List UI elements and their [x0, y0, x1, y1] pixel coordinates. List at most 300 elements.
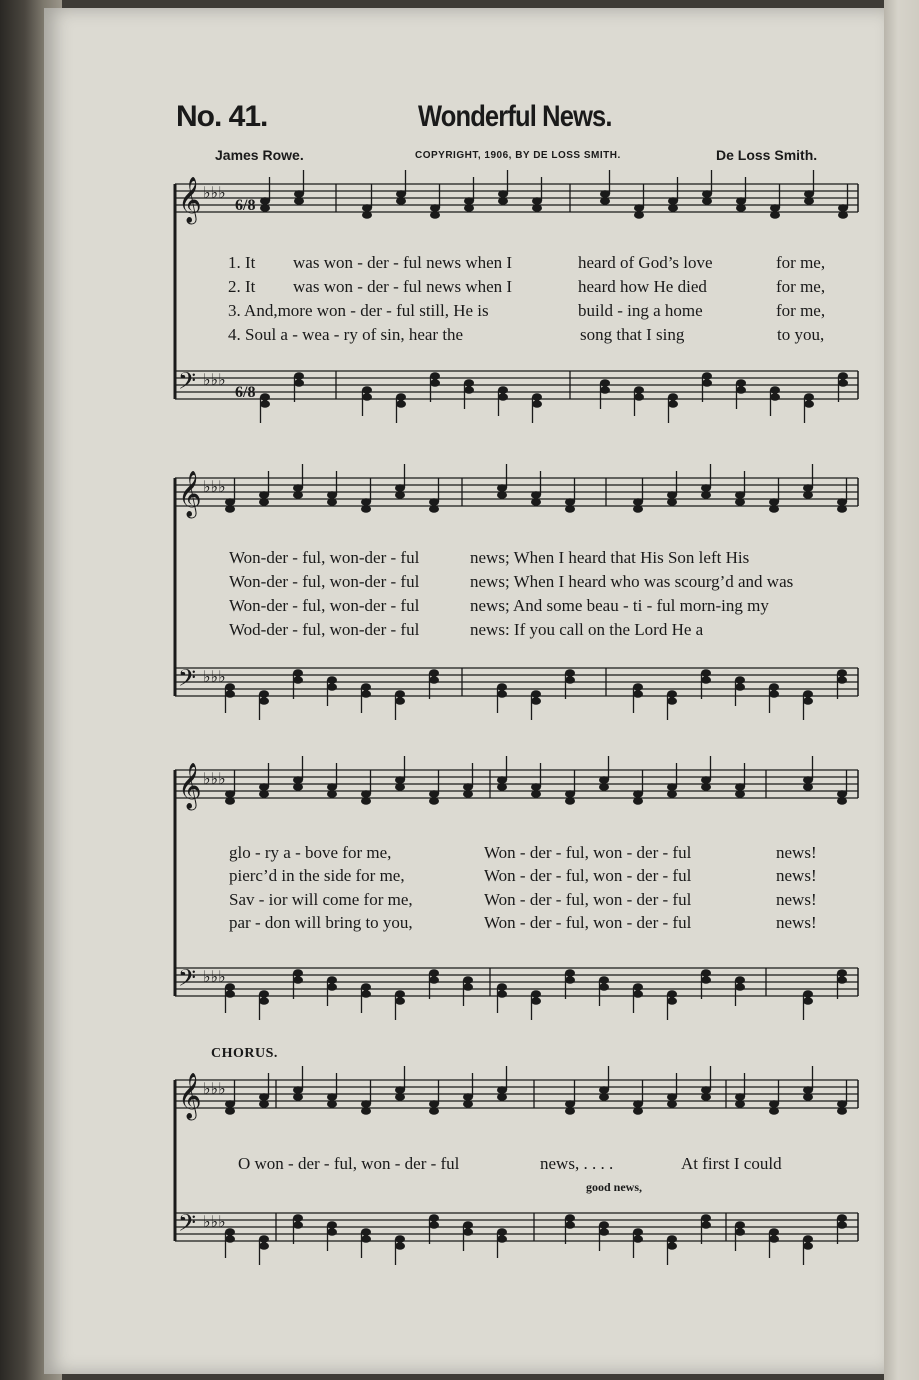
note-head [293, 1093, 303, 1101]
note-head [804, 400, 814, 408]
note-head [837, 505, 847, 513]
note-head [429, 1214, 439, 1222]
note-head [532, 204, 542, 212]
note-head [803, 484, 813, 492]
note-head [463, 983, 473, 991]
note-head [259, 997, 269, 1005]
treble-clef-icon: 𝄞 [178, 1073, 202, 1119]
note-head [701, 669, 711, 677]
note-head [667, 690, 677, 698]
note-head [361, 1228, 371, 1236]
time-signature: 6/8 [235, 197, 256, 214]
note-head [463, 790, 473, 798]
note-head [531, 697, 541, 705]
note-head [396, 393, 406, 401]
note-head [362, 386, 372, 394]
treble-clef-icon: 𝄞 [178, 471, 202, 517]
note-head [735, 1228, 745, 1236]
note-head [668, 400, 678, 408]
treble-clef-icon: 𝄞 [178, 763, 202, 809]
note-head [599, 1228, 609, 1236]
bass-clef-icon: 𝄢 [178, 367, 197, 400]
note-head [395, 1093, 405, 1101]
note-head [327, 683, 337, 691]
note-head [565, 505, 575, 513]
note-head [395, 783, 405, 791]
note-head [633, 505, 643, 513]
note-head [701, 783, 711, 791]
key-signature-icon: ♭♭♭ [203, 1079, 226, 1098]
note-head [327, 1093, 337, 1101]
note-head [769, 683, 779, 691]
key-signature-icon: ♭♭♭ [203, 667, 226, 686]
note-head [294, 379, 304, 387]
note-head [803, 697, 813, 705]
note-head [735, 1221, 745, 1229]
note-head [225, 683, 235, 691]
note-head [668, 204, 678, 212]
note-head [804, 197, 814, 205]
key-signature-icon: ♭♭♭ [203, 370, 226, 389]
note-head [362, 204, 372, 212]
note-head [769, 498, 779, 506]
note-head [736, 379, 746, 387]
note-head [327, 983, 337, 991]
note-head [259, 690, 269, 698]
note-head [633, 683, 643, 691]
note-head [259, 491, 269, 499]
note-head [497, 776, 507, 784]
note-head [361, 1107, 371, 1115]
note-head [803, 491, 813, 499]
note-head [327, 498, 337, 506]
note-head [565, 1107, 575, 1115]
note-head [259, 1093, 269, 1101]
note-head [395, 1242, 405, 1250]
note-head [259, 990, 269, 998]
note-head [225, 1100, 235, 1108]
hymn-number: No. 41. [176, 100, 268, 133]
note-head [395, 491, 405, 499]
note-head [464, 386, 474, 394]
key-signature-icon: ♭♭♭ [203, 967, 226, 986]
note-head [497, 1228, 507, 1236]
note-head [361, 683, 371, 691]
note-head [429, 498, 439, 506]
note-head [361, 983, 371, 991]
note-head [668, 393, 678, 401]
under-text: good news, [586, 1180, 643, 1194]
note-head [293, 1086, 303, 1094]
note-head [565, 790, 575, 798]
note-head [634, 393, 644, 401]
note-head [599, 783, 609, 791]
bass-clef-icon: 𝄢 [178, 664, 197, 697]
note-head [429, 676, 439, 684]
note-head [532, 400, 542, 408]
note-head [498, 197, 508, 205]
note-head [769, 1107, 779, 1115]
note-head [327, 676, 337, 684]
note-head [667, 1100, 677, 1108]
note-head [837, 1107, 847, 1115]
note-head [259, 790, 269, 798]
note-head [294, 190, 304, 198]
note-head [701, 1086, 711, 1094]
note-head [531, 690, 541, 698]
note-head [498, 190, 508, 198]
note-head [837, 969, 847, 977]
note-head [463, 1221, 473, 1229]
note-head [701, 1214, 711, 1222]
note-head [599, 1093, 609, 1101]
note-head [225, 498, 235, 506]
note-head [803, 997, 813, 1005]
note-head [225, 1235, 235, 1243]
note-head [395, 690, 405, 698]
note-head [362, 211, 372, 219]
note-head [667, 1093, 677, 1101]
note-head [259, 1235, 269, 1243]
note-head [429, 505, 439, 513]
note-head [395, 776, 405, 784]
note-head [395, 1086, 405, 1094]
note-head [803, 783, 813, 791]
note-head [463, 976, 473, 984]
note-head [804, 190, 814, 198]
note-head [361, 990, 371, 998]
note-head [327, 783, 337, 791]
note-head [225, 1228, 235, 1236]
note-head [803, 1235, 813, 1243]
note-head [498, 393, 508, 401]
note-head [327, 976, 337, 984]
note-head [599, 983, 609, 991]
note-head [600, 379, 610, 387]
note-head [735, 783, 745, 791]
note-head [837, 669, 847, 677]
note-head [361, 1100, 371, 1108]
note-head [294, 197, 304, 205]
note-head [225, 983, 235, 991]
note-head [531, 990, 541, 998]
note-head [293, 783, 303, 791]
key-signature-icon: ♭♭♭ [203, 183, 226, 202]
note-head [565, 1221, 575, 1229]
note-head [395, 1235, 405, 1243]
note-head [735, 1093, 745, 1101]
key-signature-icon: ♭♭♭ [203, 1212, 226, 1231]
lyricist: James Rowe. [215, 147, 304, 163]
note-head [293, 491, 303, 499]
note-head [361, 505, 371, 513]
note-head [803, 690, 813, 698]
note-head [293, 676, 303, 684]
note-head [497, 983, 507, 991]
note-head [361, 797, 371, 805]
note-head [395, 990, 405, 998]
note-head [497, 783, 507, 791]
note-head [837, 676, 847, 684]
note-head [293, 969, 303, 977]
note-head [667, 790, 677, 798]
note-head [327, 1221, 337, 1229]
note-head [497, 683, 507, 691]
note-head [429, 1221, 439, 1229]
note-head [633, 1235, 643, 1243]
note-head [736, 204, 746, 212]
note-head [565, 669, 575, 677]
note-head [600, 190, 610, 198]
note-head [837, 1214, 847, 1222]
note-head [429, 790, 439, 798]
note-head [701, 1093, 711, 1101]
note-head [633, 790, 643, 798]
note-head [225, 790, 235, 798]
note-head [225, 797, 235, 805]
note-head [259, 1100, 269, 1108]
note-head [293, 776, 303, 784]
composer: De Loss Smith. [716, 147, 818, 163]
note-head [464, 204, 474, 212]
note-head [396, 190, 406, 198]
note-head [735, 983, 745, 991]
note-head [293, 484, 303, 492]
note-head [701, 1221, 711, 1229]
note-head [327, 1100, 337, 1108]
note-head [259, 697, 269, 705]
note-head [633, 498, 643, 506]
note-head [633, 690, 643, 698]
note-head [293, 1214, 303, 1222]
note-head [735, 976, 745, 984]
note-head [532, 393, 542, 401]
note-head [429, 976, 439, 984]
note-head [633, 1100, 643, 1108]
note-head [838, 211, 848, 219]
note-head [667, 997, 677, 1005]
note-head [736, 197, 746, 205]
note-head [565, 676, 575, 684]
note-head [531, 491, 541, 499]
note-head [803, 1086, 813, 1094]
note-head [837, 797, 847, 805]
note-head [770, 393, 780, 401]
note-head [497, 484, 507, 492]
note-head [735, 790, 745, 798]
note-head [770, 386, 780, 394]
note-head [497, 1235, 507, 1243]
note-head [838, 372, 848, 380]
note-head [565, 969, 575, 977]
note-head [769, 1100, 779, 1108]
note-head [634, 204, 644, 212]
key-signature-icon: ♭♭♭ [203, 769, 226, 788]
note-head [702, 197, 712, 205]
note-head [260, 204, 270, 212]
note-head [702, 372, 712, 380]
note-head [769, 505, 779, 513]
note-head [497, 491, 507, 499]
note-head [633, 983, 643, 991]
note-head [327, 491, 337, 499]
hymn-title: Wonderful News. [418, 100, 612, 133]
note-head [667, 697, 677, 705]
note-head [361, 1235, 371, 1243]
note-head [429, 969, 439, 977]
note-head [838, 379, 848, 387]
note-head [396, 400, 406, 408]
note-head [837, 976, 847, 984]
note-head [327, 790, 337, 798]
note-head [735, 491, 745, 499]
note-head [769, 1235, 779, 1243]
note-head [497, 1086, 507, 1094]
note-head [260, 197, 270, 205]
note-head [701, 676, 711, 684]
note-head [532, 197, 542, 205]
note-head [225, 505, 235, 513]
note-head [531, 790, 541, 798]
note-head [429, 797, 439, 805]
note-head [395, 997, 405, 1005]
note-head [735, 1100, 745, 1108]
note-head [463, 783, 473, 791]
copyright-notice: COPYRIGHT, 1906, BY DE LOSS SMITH. [415, 150, 621, 161]
note-head [294, 372, 304, 380]
note-head [395, 484, 405, 492]
note-head [293, 976, 303, 984]
note-head [497, 1093, 507, 1101]
note-head [565, 797, 575, 805]
note-head [667, 1235, 677, 1243]
note-head [259, 1242, 269, 1250]
note-head [293, 669, 303, 677]
note-head [701, 484, 711, 492]
note-head [701, 776, 711, 784]
note-head [361, 690, 371, 698]
note-head [464, 197, 474, 205]
bass-clef-icon: 𝄢 [178, 1209, 197, 1242]
note-head [599, 1086, 609, 1094]
note-head [259, 498, 269, 506]
note-head [735, 683, 745, 691]
note-head [225, 1107, 235, 1115]
note-head [429, 1100, 439, 1108]
note-head [463, 1093, 473, 1101]
note-head [463, 1228, 473, 1236]
chorus-label: CHORUS. [211, 1046, 278, 1061]
note-head [634, 211, 644, 219]
note-head [464, 379, 474, 387]
note-head [735, 676, 745, 684]
note-head [599, 1221, 609, 1229]
note-head [803, 776, 813, 784]
note-head [565, 976, 575, 984]
note-head [260, 393, 270, 401]
note-head [531, 498, 541, 506]
note-head [633, 1228, 643, 1236]
note-head [837, 1221, 847, 1229]
note-head [430, 379, 440, 387]
note-head [803, 1242, 813, 1250]
note-head [361, 790, 371, 798]
note-head [463, 1100, 473, 1108]
note-head [769, 1228, 779, 1236]
note-head [837, 790, 847, 798]
note-head [565, 1100, 575, 1108]
note-head [770, 204, 780, 212]
note-head [769, 690, 779, 698]
note-head [260, 400, 270, 408]
note-head [803, 990, 813, 998]
note-head [430, 372, 440, 380]
key-signature-icon: ♭♭♭ [203, 477, 226, 496]
bass-clef-icon: 𝄢 [178, 964, 197, 997]
note-head [837, 1100, 847, 1108]
note-head [701, 976, 711, 984]
time-signature: 6/8 [235, 384, 256, 401]
note-head [702, 379, 712, 387]
note-head [667, 491, 677, 499]
note-head [429, 669, 439, 677]
note-head [395, 697, 405, 705]
note-head [429, 1107, 439, 1115]
note-head [701, 969, 711, 977]
note-head [430, 204, 440, 212]
note-head [701, 491, 711, 499]
note-head [668, 197, 678, 205]
note-head [667, 1242, 677, 1250]
note-head [838, 204, 848, 212]
note-head [667, 990, 677, 998]
note-head [498, 386, 508, 394]
note-head [633, 990, 643, 998]
note-head [803, 1093, 813, 1101]
note-head [293, 1221, 303, 1229]
note-head [702, 190, 712, 198]
note-head [667, 783, 677, 791]
note-head [600, 197, 610, 205]
note-head [633, 797, 643, 805]
note-head [804, 393, 814, 401]
note-head [633, 1107, 643, 1115]
note-head [362, 393, 372, 401]
note-head [667, 498, 677, 506]
note-head [531, 997, 541, 1005]
note-head [770, 211, 780, 219]
note-head [259, 783, 269, 791]
note-head [327, 1228, 337, 1236]
note-head [531, 783, 541, 791]
note-head [599, 976, 609, 984]
note-head [225, 990, 235, 998]
note-head [634, 386, 644, 394]
note-head [361, 498, 371, 506]
note-head [497, 690, 507, 698]
note-head [599, 776, 609, 784]
note-head [225, 690, 235, 698]
note-head [600, 386, 610, 394]
note-head [736, 386, 746, 394]
note-head [837, 498, 847, 506]
treble-clef-icon: 𝄞 [178, 177, 202, 223]
note-head [430, 211, 440, 219]
note-head [396, 197, 406, 205]
note-head [497, 990, 507, 998]
note-head [735, 498, 745, 506]
note-head [565, 498, 575, 506]
